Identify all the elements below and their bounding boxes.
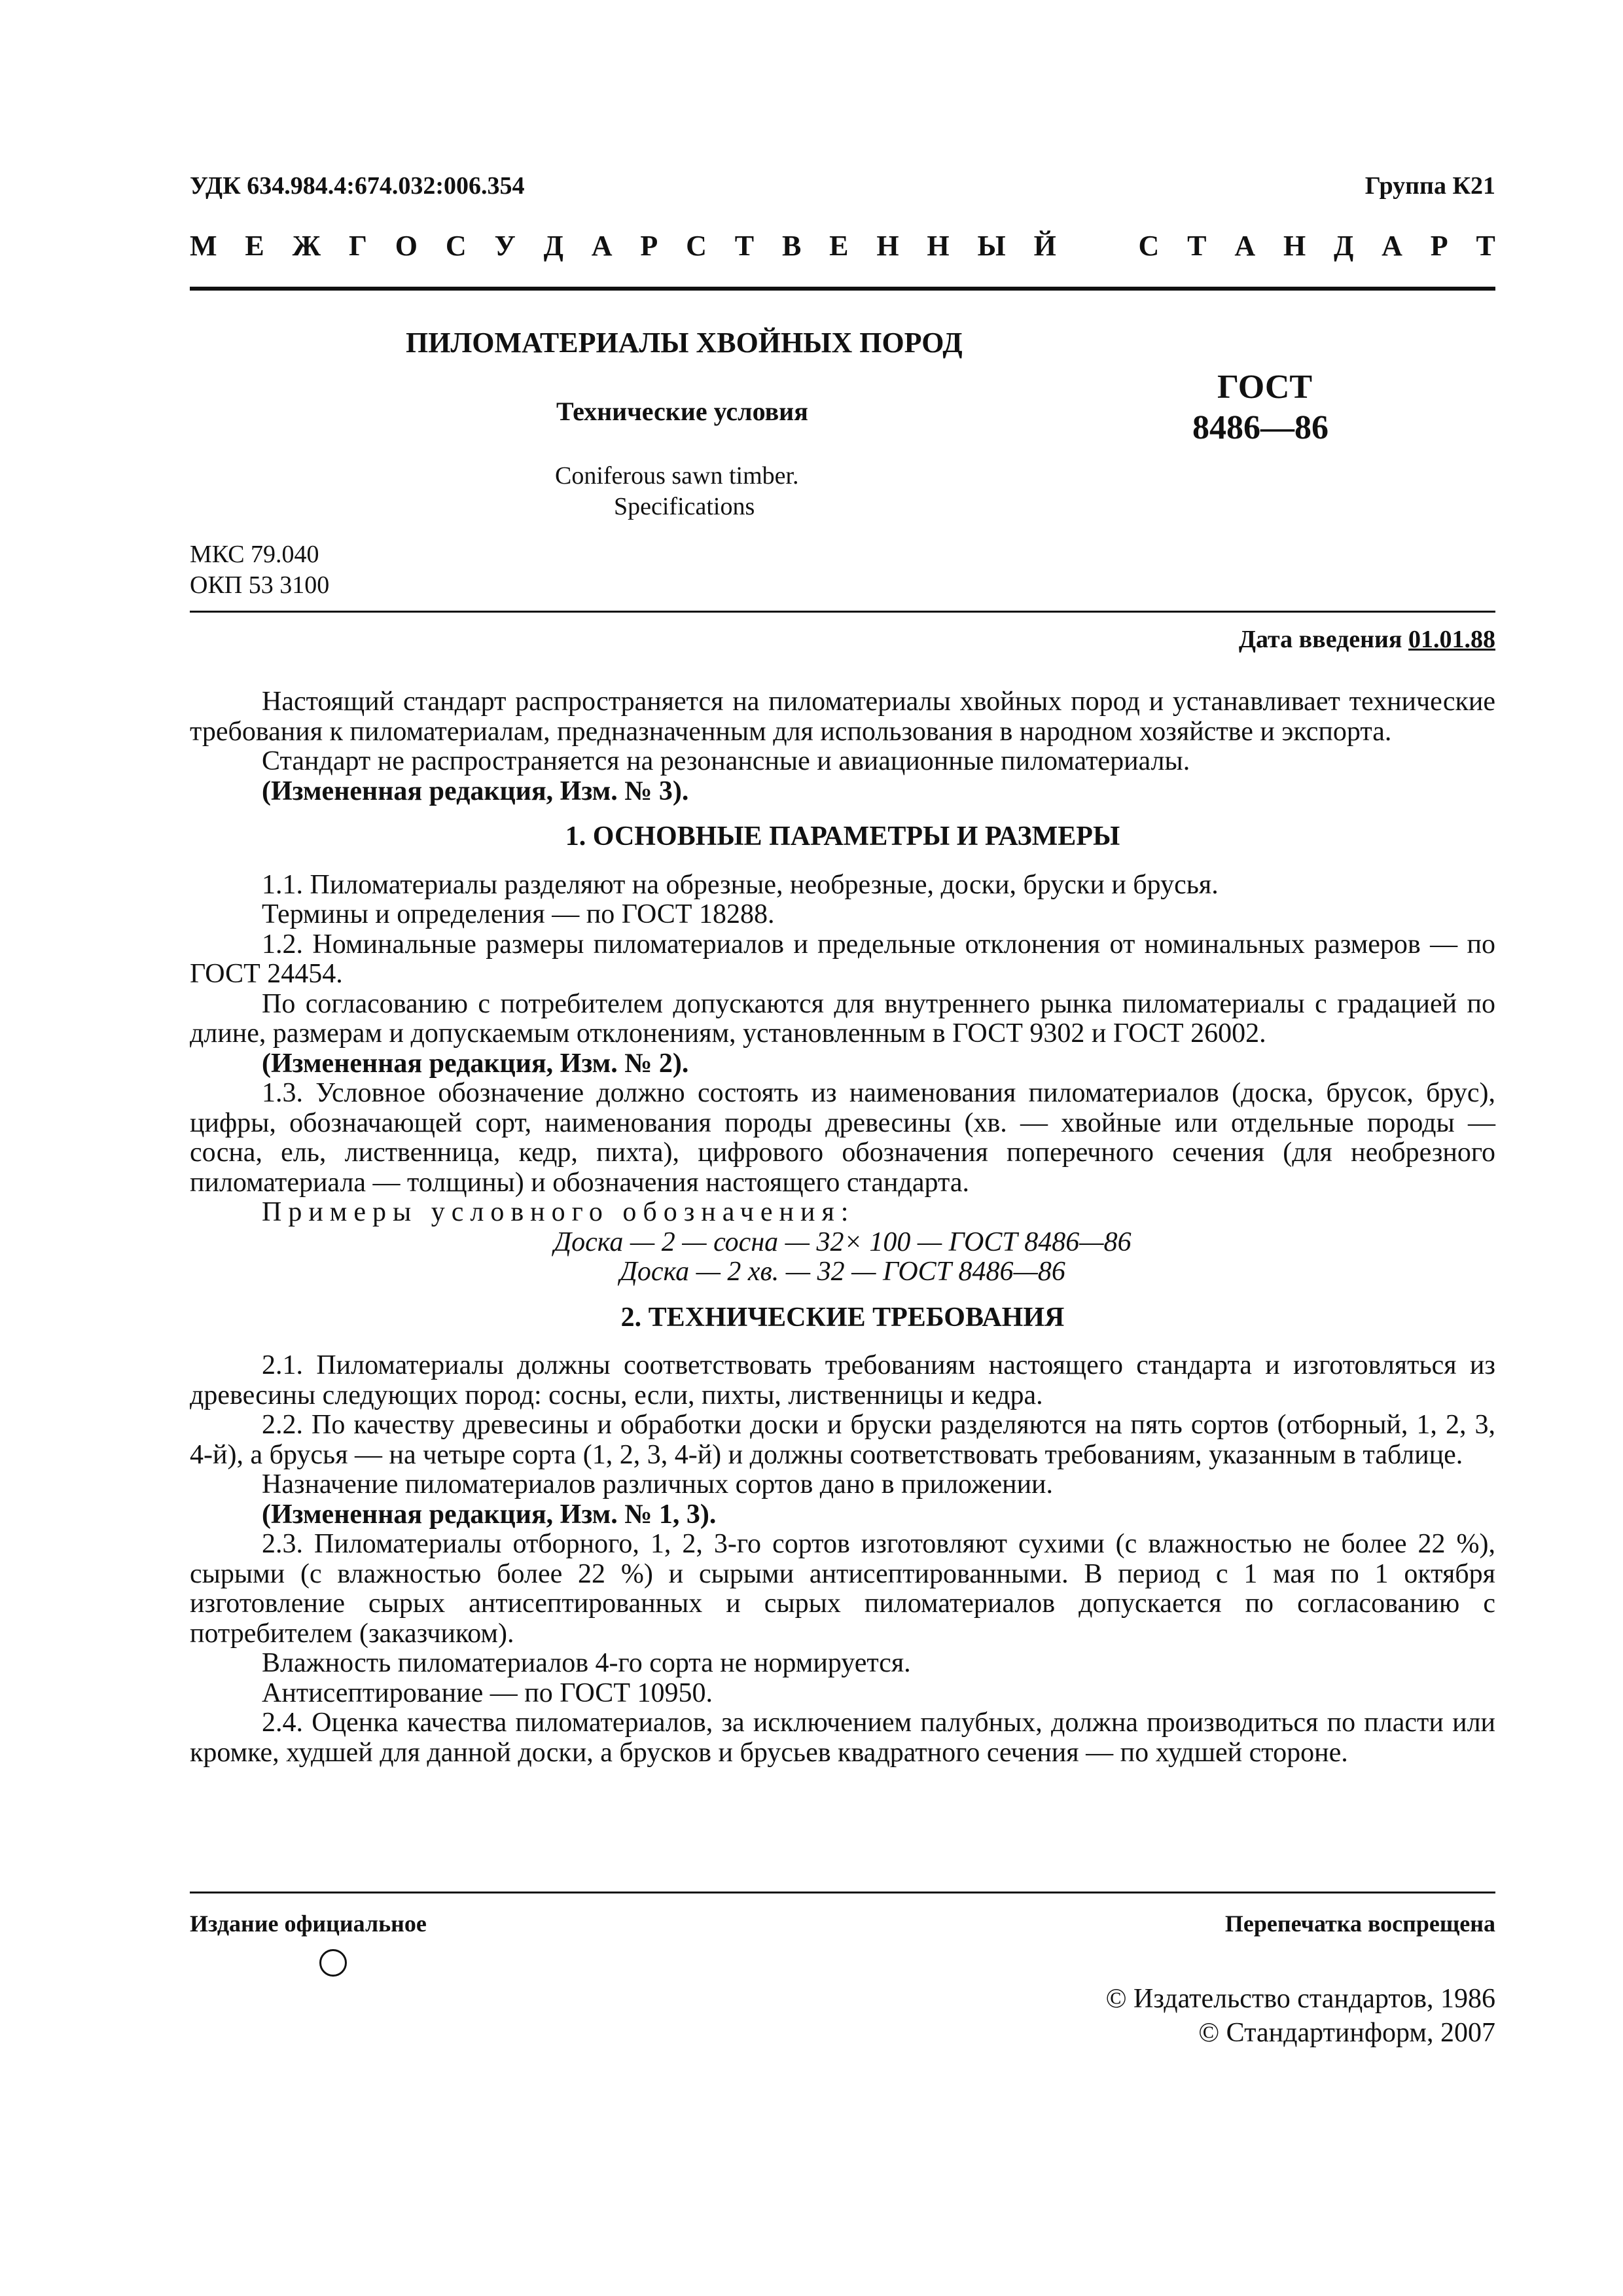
heading-letter: С [686, 230, 707, 262]
amendment-note: (Измененная редакция, Изм. № 3). [262, 776, 689, 806]
heading-letter: А [591, 230, 613, 262]
clause-1-1: 1.1. Пиломатериалы разделяют на обрезные, необрезные, доски, бруски и брусья. [262, 869, 1219, 900]
document-body [190, 687, 1495, 1768]
copyright-line-2: © Стандартинформ, 2007 [1198, 2018, 1495, 2048]
heading-letter: В [781, 230, 802, 262]
copyright-line-1: © Издательство стандартов, 1986 [1105, 1984, 1495, 2014]
clause-1-2: 1.2. Номинальные размеры пиломатериалов и предельные отклонения от номинальных размеров — по ГОСТ 24454. [190, 929, 1495, 989]
heading-letter: Н [1283, 230, 1306, 262]
introduction-date-label: Дата введения [1238, 626, 1402, 653]
heading-letter: Ж [292, 230, 321, 262]
amendment-note: (Измененная редакция, Изм. № 2). [262, 1048, 689, 1079]
heading-letter: Ы [977, 230, 1006, 262]
clause-2-3-antiseptic: Антисептирование — по ГОСТ 10950. [262, 1677, 713, 1708]
word-gap [1084, 229, 1111, 262]
heading-letter: Р [640, 230, 658, 262]
designation-example-2: Доска — 2 хв. — 32 — ГОСТ 8486—86 [620, 1257, 1065, 1287]
heading-letter: У [494, 230, 516, 262]
top-rule [190, 287, 1495, 291]
heading-letter: Г [348, 230, 367, 262]
intro-paragraph: Настоящий стандарт распространяется на пиломатериалы хвойных пород и устанавливает технические требования к пиломатериалам, предназначенным для использования в народном хозяйстве и экспорта. [190, 687, 1495, 747]
clause-2-2-appendix: Назначение пиломатериалов различных сортов дано в приложении. [262, 1469, 1054, 1499]
introduction-date-value: 01.01.88 [1408, 626, 1495, 653]
english-title-line2: Specifications [614, 493, 755, 520]
section-2-heading: 2. ТЕХНИЧЕСКИЕ ТРЕБОВАНИЯ [620, 1302, 1065, 1333]
clause-2-1: 2.1. Пиломатериалы должны соответствовать требованиям настоящего стандарта и изготовляться из древесины следующих пород: сосны, если, пихты, лиственницы и кедра. [190, 1350, 1495, 1410]
document-subtitle: Технические условия [556, 397, 808, 426]
title-rule [190, 611, 1495, 613]
clause-2-4: 2.4. Оценка качества пиломатериалов, за исключением палубных, должна производиться по пласти или кромке, худшей для данной доски, а брусков и брусьев квадратного сечения — по худшей стороне. [190, 1708, 1495, 1768]
heading-letter: Т [1187, 230, 1207, 262]
amendment-note: (Измененная редакция, Изм. № 1, 3). [262, 1499, 717, 1530]
gost-number: 8486—86 [1192, 409, 1329, 446]
english-title-line1: Coniferous sawn timber. [555, 462, 799, 490]
clause-2-3: 2.3. Пиломатериалы отборного, 1, 2, 3-го сортов изготовляют сухими (с влажностью не более 22 %), сырыми (с влажностью более 22 %) и сырыми антисептированными. В период с 1 мая по 1 октября изготовление сырых антисептированных и сырых пиломатериалов допускается по согласованию с потребителем (заказчиком). [190, 1529, 1495, 1649]
heading-letter: Р [1430, 230, 1448, 262]
group-code: Группа К21 [1364, 172, 1495, 200]
examples-label: Примеры условного обозначения: [262, 1197, 855, 1227]
heading-letter: С [1138, 230, 1160, 262]
mks-code: МКС 79.040 [190, 541, 319, 568]
reprint-notice: Перепечатка воспрещена [1224, 1910, 1495, 1937]
heading-letter: Е [829, 230, 849, 262]
clause-1-2-agreement: По согласованию с потребителем допускаются для внутреннего рынка пиломатериалы с градацией по длине, размерам и допускаемым отклонениям, установленным в ГОСТ 9302 и ГОСТ 26002. [190, 988, 1495, 1049]
heading-letter: О [395, 230, 418, 262]
heading-letter: Н [876, 230, 899, 262]
clause-2-2: 2.2. По качеству древесины и обработки доски и бруски разделяются на пять сортов (отборный, 1, 2, 3, 4-й), а брусья — на четыре сорта (1, 2, 3, 4-й) и должны соответствовать требованиям, указанным в таблице. [190, 1410, 1495, 1470]
clause-2-3-moisture: Влажность пиломатериалов 4-го сорта не нормируется. [262, 1648, 911, 1678]
udk-code: УДК 634.984.4:674.032:006.354 [190, 172, 525, 200]
document-title: ПИЛОМАТЕРИАЛЫ ХВОЙНЫХ ПОРОД [406, 327, 963, 359]
heading-letter: Т [734, 230, 755, 262]
introduction-date [1239, 625, 1495, 654]
okp-code: ОКП 53 3100 [190, 571, 330, 599]
heading-letter: Е [245, 230, 264, 262]
heading-letter: А [1382, 230, 1402, 262]
intro-exclusion: Стандарт не распространяется на резонансные и авиационные пиломатериалы. [262, 746, 1190, 776]
heading-letter: Й [1033, 230, 1056, 262]
official-edition: Издание официальное [190, 1910, 427, 1937]
heading-letter: Т [1476, 230, 1495, 262]
section-1-heading: 1. ОСНОВНЫЕ ПАРАМЕТРЫ И РАЗМЕРЫ [565, 821, 1120, 852]
heading-letter: Д [543, 230, 563, 262]
standard-type-heading [190, 229, 1495, 262]
circle-mark [319, 1949, 347, 1977]
heading-letter: Н [927, 230, 950, 262]
heading-letter: А [1234, 230, 1256, 262]
gost-label: ГОСТ [1217, 368, 1313, 406]
clause-1-1-terms: Термины и определения — по ГОСТ 18288. [262, 899, 775, 929]
heading-letter: Д [1334, 230, 1354, 262]
designation-example-1: Доска — 2 — сосна — 32× 100 — ГОСТ 8486—86 [554, 1227, 1132, 1257]
clause-1-3: 1.3. Условное обозначение должно состоять из наименования пиломатериалов (доска, брусок, брус), цифры, обозначающей сорт, наименования породы древесины (хв. — хвойные или отдельные породы — сосна, ель, лиственница, кедр, пихта), цифрового обозначения поперечного сечения (для необрезного пиломатериала — толщины) и обозначения настоящего стандарта. [190, 1078, 1495, 1198]
heading-letter: М [190, 230, 217, 262]
footer-rule [190, 1892, 1495, 1893]
heading-letter: С [445, 230, 467, 262]
